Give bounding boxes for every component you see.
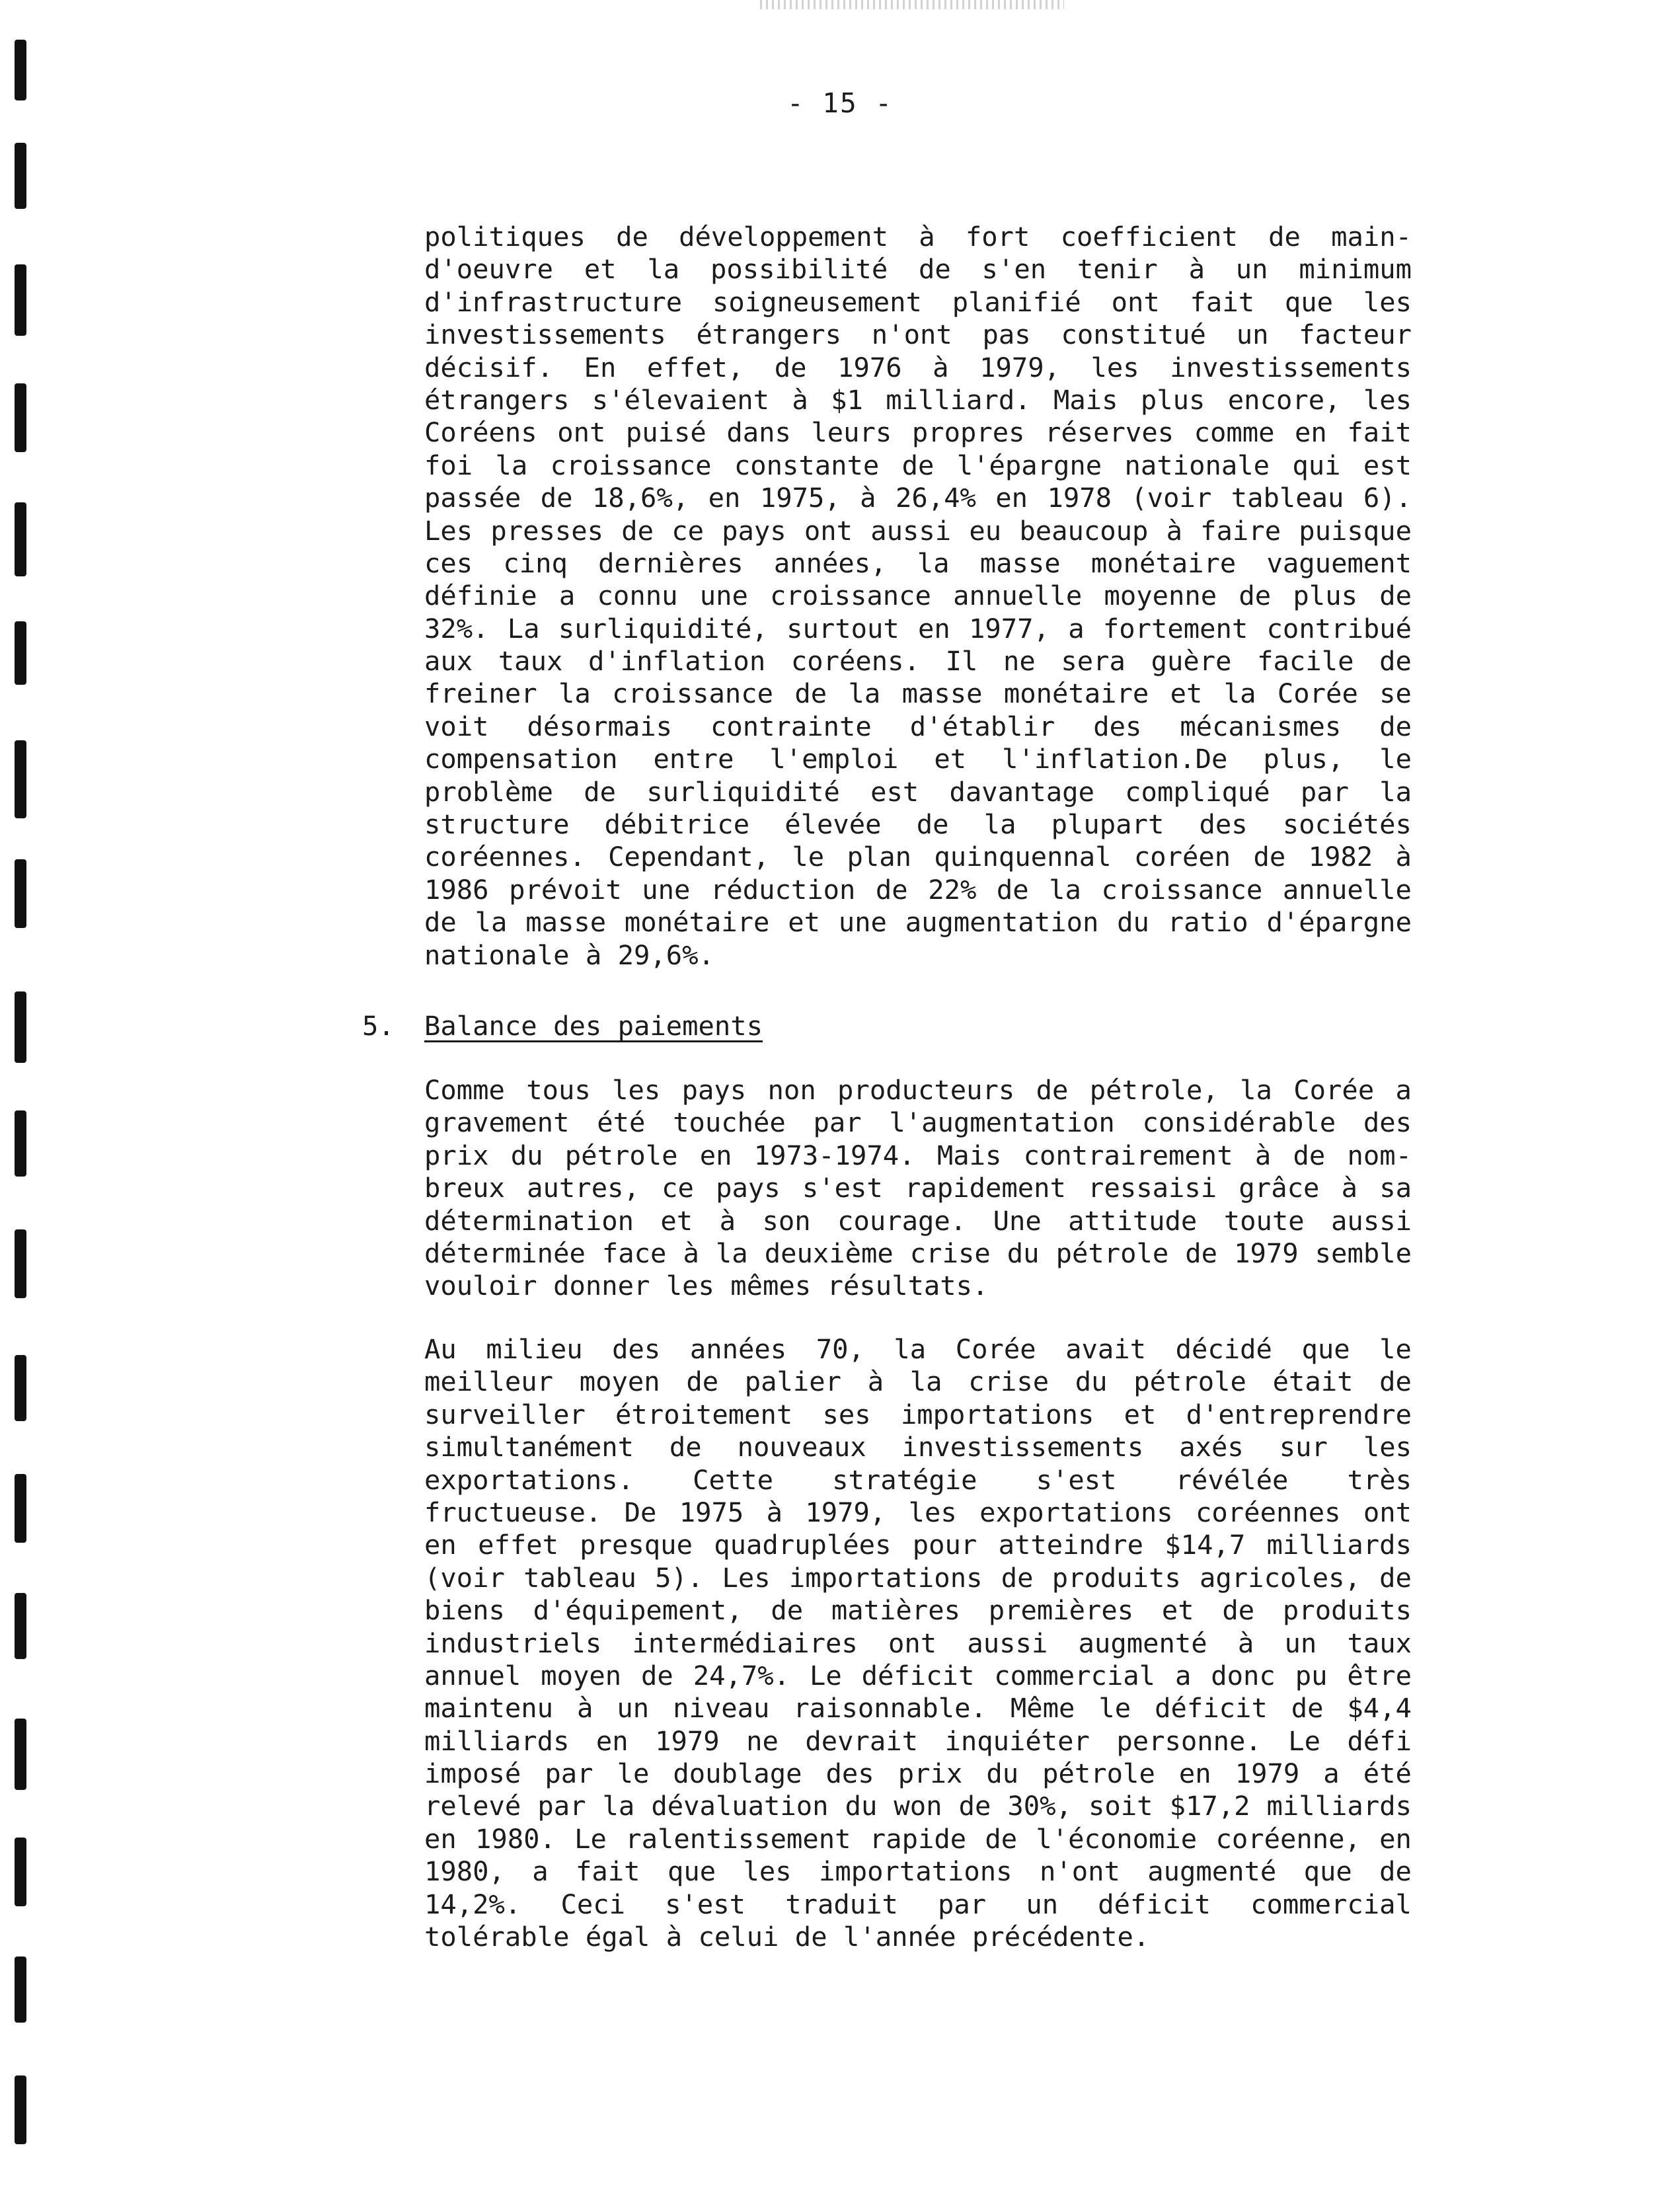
text-line: définie a connu une croissance annuelle moyenne de plus de bbox=[424, 580, 1412, 612]
text-line: en 1980. Le ralentissement rapide de l'économie coréenne, en bbox=[424, 1822, 1412, 1855]
punch-mark bbox=[15, 621, 26, 685]
text-line: annuel moyen de 24,7%. Le déficit commercial a donc pu être bbox=[424, 1659, 1412, 1691]
text-line: surveiller étroitement ses importations et d'entreprendre bbox=[424, 1398, 1412, 1430]
text-line: déterminée face à la deuxième crise du pétrole de 1979 semble bbox=[424, 1237, 1412, 1269]
text-line: relevé par la dévaluation du won de 30%, soit $17,2 milliards bbox=[424, 1790, 1412, 1822]
text-line: simultanément de nouveaux investissements axés sur les bbox=[424, 1431, 1412, 1463]
text-line: voit désormais contrainte d'établir des mécanismes de bbox=[424, 710, 1412, 742]
punch-mark bbox=[15, 1957, 26, 2023]
text-line: coréennes. Cependant, le plan quinquennal coréen de 1982 à bbox=[424, 841, 1412, 873]
punch-mark bbox=[15, 1355, 26, 1421]
text-line: décisif. En effet, de 1976 à 1979, les investissements bbox=[424, 351, 1412, 383]
paragraph-3 bbox=[424, 1333, 1412, 1953]
punch-mark bbox=[15, 1110, 26, 1177]
text-line: problème de surliquidité est davantage compliqué par la bbox=[424, 775, 1412, 808]
text-line: Coréens ont puisé dans leurs propres réserves comme en fait bbox=[424, 416, 1412, 449]
punch-mark bbox=[15, 264, 26, 336]
text-line: étrangers s'élevaient à $1 milliard. Mais plus encore, les bbox=[424, 383, 1412, 416]
punch-mark bbox=[15, 859, 26, 928]
text-line: 32%. La surliquidité, surtout en 1977, a fortement contribué bbox=[424, 612, 1412, 644]
text-line: Les presses de ce pays ont aussi eu beaucoup à faire puisque bbox=[424, 514, 1412, 547]
text-line: freiner la croissance de la masse monétaire et la Corée se bbox=[424, 678, 1412, 710]
page-number: - 15 - bbox=[786, 87, 894, 119]
text-line: aux taux d'inflation coréens. Il ne sera guère facile de bbox=[424, 645, 1412, 678]
text-line: gravement été touchée par l'augmentation considérable des bbox=[424, 1106, 1412, 1139]
text-line: prix du pétrole en 1973-1974. Mais contrairement à de nom- bbox=[424, 1139, 1412, 1171]
punch-mark bbox=[15, 143, 26, 209]
punch-mark bbox=[15, 1838, 26, 1906]
text-line: d'infrastructure soigneusement planifié ont fait que les bbox=[424, 286, 1412, 318]
text-line: compensation entre l'emploi et l'inflation.De plus, le bbox=[424, 743, 1412, 775]
text-line: d'oeuvre et la possibilité de s'en tenir à un minimum bbox=[424, 253, 1412, 286]
punch-mark bbox=[15, 740, 26, 818]
text-line: fructueuse. De 1975 à 1979, les exportations coréennes ont bbox=[424, 1496, 1412, 1528]
punch-mark bbox=[15, 1719, 26, 1790]
text-line: biens d'équipement, de matières premières et de produits bbox=[424, 1594, 1412, 1627]
text-line: 1986 prévoit une réduction de 22% de la croissance annuelle bbox=[424, 873, 1412, 906]
punch-mark bbox=[15, 2075, 26, 2144]
text-line: 14,2%. Ceci s'est traduit par un déficit commercial bbox=[424, 1888, 1412, 1920]
text-line: de la masse monétaire et une augmentation du ratio d'épargne bbox=[424, 906, 1412, 939]
punch-mark bbox=[15, 383, 26, 452]
text-line: détermination et à son courage. Une attitude toute aussi bbox=[424, 1204, 1412, 1237]
text-line: Comme tous les pays non producteurs de pétrole, la Corée a bbox=[424, 1074, 1412, 1106]
text-line: en effet presque quadruplées pour atteindre $14,7 milliards bbox=[424, 1529, 1412, 1561]
text-line: passée de 18,6%, en 1975, à 26,4% en 1978 (voir tableau 6). bbox=[424, 482, 1412, 514]
text-line: foi la croissance constante de l'épargne nationale qui est bbox=[424, 449, 1412, 481]
paragraph-1 bbox=[424, 221, 1412, 972]
text-line: ces cinq dernières années, la masse monétaire vaguement bbox=[424, 547, 1412, 579]
punch-mark bbox=[15, 502, 26, 576]
punch-mark bbox=[15, 1593, 26, 1659]
text-line: structure débitrice élevée de la plupart des sociétés bbox=[424, 808, 1412, 841]
text-line: Au milieu des années 70, la Corée avait décidé que le bbox=[424, 1333, 1412, 1365]
paragraph-2 bbox=[424, 1074, 1412, 1303]
text-line: meilleur moyen de palier à la crise du pétrole était de bbox=[424, 1366, 1412, 1398]
text-line: vouloir donner les mêmes résultats. bbox=[424, 1270, 989, 1302]
text-line: 1980, a fait que les importations n'ont augmenté que de bbox=[424, 1855, 1412, 1888]
punch-mark bbox=[15, 991, 26, 1063]
section-number: 5. bbox=[362, 1010, 395, 1042]
text-line: tolérable égal à celui de l'année précédente. bbox=[424, 1921, 1150, 1953]
punch-mark bbox=[15, 1229, 26, 1298]
text-line: nationale à 29,6%. bbox=[424, 939, 714, 971]
binding-punch-marks bbox=[9, 40, 36, 2208]
punch-mark bbox=[15, 1474, 26, 1543]
text-line: industriels intermédiaires ont aussi augmenté à un taux bbox=[424, 1627, 1412, 1659]
text-line: politiques de développement à fort coefficient de main- bbox=[424, 221, 1412, 252]
text-line: exportations. Cette stratégie s'est révélée très bbox=[424, 1463, 1412, 1496]
text-line: imposé par le doublage des prix du pétrole en 1979 a été bbox=[424, 1758, 1412, 1790]
text-line: investissements étrangers n'ont pas constitué un facteur bbox=[424, 319, 1412, 351]
text-line: (voir tableau 5). Les importations de produits agricoles, de bbox=[424, 1561, 1412, 1594]
section-title: Balance des paiements bbox=[424, 1010, 763, 1042]
text-line: breux autres, ce pays s'est rapidement ressaisi grâce à sa bbox=[424, 1172, 1412, 1204]
text-line: maintenu à un niveau raisonnable. Même le déficit de $4,4 bbox=[424, 1692, 1412, 1725]
scan-artifact bbox=[760, 0, 1064, 9]
text-line: milliards en 1979 ne devrait inquiéter personne. Le défi bbox=[424, 1725, 1412, 1757]
